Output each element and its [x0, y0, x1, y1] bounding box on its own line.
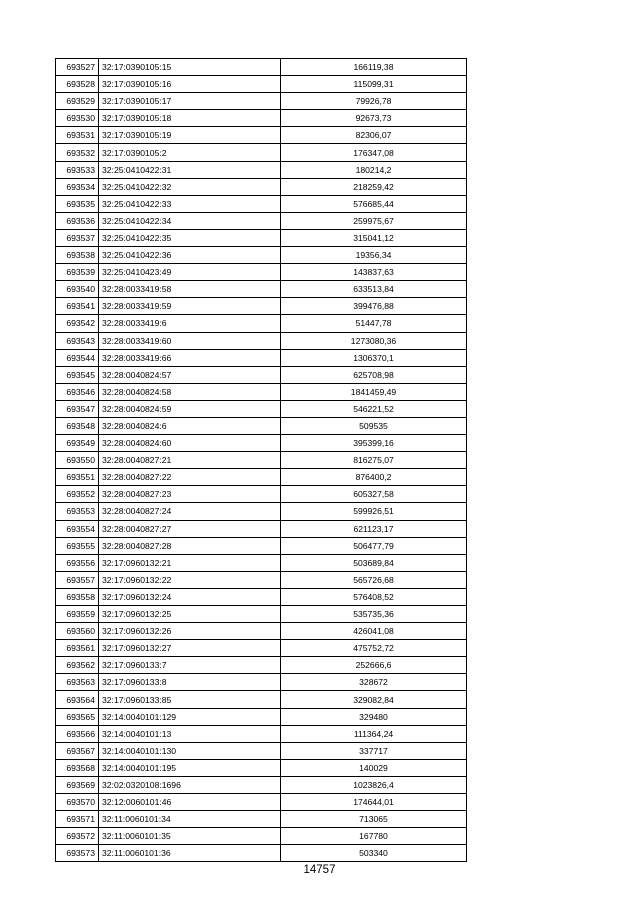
value-cell: 329082,84 [281, 691, 467, 708]
record-id-cell: 693573 [56, 845, 99, 862]
cadastral-number-cell: 32:17:0960132:25 [99, 606, 281, 623]
table-row [56, 469, 467, 486]
table-row [56, 725, 467, 742]
table-row [56, 229, 467, 246]
value-cell: 1306370,1 [281, 349, 467, 366]
table-row [56, 435, 467, 452]
value-cell: 625708,98 [281, 366, 467, 383]
record-id-cell: 693554 [56, 520, 99, 537]
value-cell: 816275,07 [281, 452, 467, 469]
value-cell: 166119,38 [281, 59, 467, 76]
cadastral-number-cell: 32:17:0390105:19 [99, 127, 281, 144]
cadastral-number-cell: 32:11:0060101:34 [99, 811, 281, 828]
cadastral-number-cell: 32:17:0390105:17 [99, 93, 281, 110]
table-row [56, 127, 467, 144]
table-row [56, 281, 467, 298]
table-row [56, 195, 467, 212]
value-cell: 576408,52 [281, 588, 467, 605]
table-row [56, 794, 467, 811]
value-cell: 252666,6 [281, 657, 467, 674]
table-row [56, 178, 467, 195]
record-id-cell: 693546 [56, 383, 99, 400]
cadastral-number-cell: 32:17:0960132:27 [99, 640, 281, 657]
cadastral-number-cell: 32:14:0040101:195 [99, 759, 281, 776]
table-row [56, 554, 467, 571]
record-id-cell: 693545 [56, 366, 99, 383]
value-cell: 218259,42 [281, 178, 467, 195]
table-row [56, 366, 467, 383]
record-id-cell: 693565 [56, 708, 99, 725]
record-id-cell: 693560 [56, 623, 99, 640]
cadastral-number-cell: 32:28:0033419:58 [99, 281, 281, 298]
cadastral-number-cell: 32:28:0040827:23 [99, 486, 281, 503]
record-id-cell: 693571 [56, 811, 99, 828]
record-id-cell: 693533 [56, 161, 99, 178]
cadastral-number-cell: 32:14:0040101:130 [99, 742, 281, 759]
value-cell: 111364,24 [281, 725, 467, 742]
value-cell: 140029 [281, 759, 467, 776]
cadastral-number-cell: 32:14:0040101:129 [99, 708, 281, 725]
value-cell: 180214,2 [281, 161, 467, 178]
cadastral-number-cell: 32:28:0040824:58 [99, 383, 281, 400]
value-cell: 509535 [281, 417, 467, 434]
record-id-cell: 693572 [56, 828, 99, 845]
value-cell: 79926,78 [281, 93, 467, 110]
table-row [56, 59, 467, 76]
record-id-cell: 693552 [56, 486, 99, 503]
table-row [56, 657, 467, 674]
value-cell: 621123,17 [281, 520, 467, 537]
value-cell: 1023826,4 [281, 776, 467, 793]
cadastral-number-cell: 32:28:0033419:60 [99, 332, 281, 349]
record-id-cell: 693562 [56, 657, 99, 674]
table-row [56, 212, 467, 229]
record-id-cell: 693557 [56, 571, 99, 588]
cadastral-number-cell: 32:25:0410422:34 [99, 212, 281, 229]
record-id-cell: 693547 [56, 400, 99, 417]
record-id-cell: 693553 [56, 503, 99, 520]
table-row [56, 452, 467, 469]
registry-table-body [56, 59, 467, 862]
record-id-cell: 693570 [56, 794, 99, 811]
table-row [56, 315, 467, 332]
record-id-cell: 693550 [56, 452, 99, 469]
value-cell: 395399,16 [281, 435, 467, 452]
cadastral-number-cell: 32:12:0060101:46 [99, 794, 281, 811]
record-id-cell: 693548 [56, 417, 99, 434]
cadastral-number-cell: 32:17:0960132:24 [99, 588, 281, 605]
record-id-cell: 693541 [56, 298, 99, 315]
table-row [56, 298, 467, 315]
table-row [56, 828, 467, 845]
table-row [56, 383, 467, 400]
table-row [56, 776, 467, 793]
registry-table [55, 58, 467, 862]
record-id-cell: 693567 [56, 742, 99, 759]
cadastral-number-cell: 32:17:0960133:85 [99, 691, 281, 708]
value-cell: 876400,2 [281, 469, 467, 486]
table-row [56, 759, 467, 776]
record-id-cell: 693536 [56, 212, 99, 229]
value-cell: 503340 [281, 845, 467, 862]
value-cell: 546221,52 [281, 400, 467, 417]
cadastral-number-cell: 32:25:0410422:31 [99, 161, 281, 178]
cadastral-number-cell: 32:17:0960132:26 [99, 623, 281, 640]
table-row [56, 332, 467, 349]
value-cell: 713065 [281, 811, 467, 828]
value-cell: 1273080,36 [281, 332, 467, 349]
cadastral-number-cell: 32:28:0040827:28 [99, 537, 281, 554]
value-cell: 337717 [281, 742, 467, 759]
record-id-cell: 693540 [56, 281, 99, 298]
record-id-cell: 693559 [56, 606, 99, 623]
table-row [56, 571, 467, 588]
record-id-cell: 693539 [56, 264, 99, 281]
table-row [56, 76, 467, 93]
table-row [56, 144, 467, 161]
table-row [56, 110, 467, 127]
cadastral-number-cell: 32:25:0410422:36 [99, 247, 281, 264]
cadastral-number-cell: 32:17:0390105:18 [99, 110, 281, 127]
record-id-cell: 693568 [56, 759, 99, 776]
value-cell: 328672 [281, 674, 467, 691]
cadastral-number-cell: 32:17:0390105:2 [99, 144, 281, 161]
table-row [56, 247, 467, 264]
cadastral-number-cell: 32:17:0390105:15 [99, 59, 281, 76]
cadastral-number-cell: 32:28:0033419:59 [99, 298, 281, 315]
table-row [56, 588, 467, 605]
record-id-cell: 693549 [56, 435, 99, 452]
table-row [56, 264, 467, 281]
table-row [56, 486, 467, 503]
cadastral-number-cell: 32:28:0040824:60 [99, 435, 281, 452]
record-id-cell: 693551 [56, 469, 99, 486]
table-row [56, 606, 467, 623]
value-cell: 259975,67 [281, 212, 467, 229]
page-number: 14757 [303, 864, 336, 876]
record-id-cell: 693556 [56, 554, 99, 571]
cadastral-number-cell: 32:11:0060101:36 [99, 845, 281, 862]
record-id-cell: 693528 [56, 76, 99, 93]
table-row [56, 691, 467, 708]
cadastral-number-cell: 32:17:0960132:22 [99, 571, 281, 588]
table-row [56, 623, 467, 640]
value-cell: 535735,36 [281, 606, 467, 623]
cadastral-number-cell: 32:28:0040824:57 [99, 366, 281, 383]
cadastral-number-cell: 32:17:0960133:7 [99, 657, 281, 674]
table-row [56, 93, 467, 110]
value-cell: 315041,12 [281, 229, 467, 246]
cadastral-number-cell: 32:25:0410422:35 [99, 229, 281, 246]
record-id-cell: 693563 [56, 674, 99, 691]
table-row [56, 400, 467, 417]
cadastral-number-cell: 32:17:0390105:16 [99, 76, 281, 93]
cadastral-number-cell: 32:25:0410423:49 [99, 264, 281, 281]
table-row [56, 520, 467, 537]
record-id-cell: 693558 [56, 588, 99, 605]
record-id-cell: 693529 [56, 93, 99, 110]
record-id-cell: 693555 [56, 537, 99, 554]
cadastral-number-cell: 32:28:0033419:6 [99, 315, 281, 332]
record-id-cell: 693535 [56, 195, 99, 212]
record-id-cell: 693532 [56, 144, 99, 161]
record-id-cell: 693542 [56, 315, 99, 332]
record-id-cell: 693534 [56, 178, 99, 195]
value-cell: 399476,88 [281, 298, 467, 315]
cadastral-number-cell: 32:11:0060101:35 [99, 828, 281, 845]
table-row [56, 349, 467, 366]
table-row [56, 417, 467, 434]
value-cell: 506477,79 [281, 537, 467, 554]
value-cell: 174644,01 [281, 794, 467, 811]
value-cell: 51447,78 [281, 315, 467, 332]
cadastral-number-cell: 32:02:0320108:1696 [99, 776, 281, 793]
table-row [56, 708, 467, 725]
cadastral-number-cell: 32:28:0040827:27 [99, 520, 281, 537]
value-cell: 176347,08 [281, 144, 467, 161]
record-id-cell: 693566 [56, 725, 99, 742]
value-cell: 565726,68 [281, 571, 467, 588]
table-row [56, 845, 467, 862]
value-cell: 82306,07 [281, 127, 467, 144]
value-cell: 576685,44 [281, 195, 467, 212]
value-cell: 426041,08 [281, 623, 467, 640]
record-id-cell: 693564 [56, 691, 99, 708]
table-row [56, 537, 467, 554]
record-id-cell: 693569 [56, 776, 99, 793]
table-row [56, 503, 467, 520]
record-id-cell: 693538 [56, 247, 99, 264]
value-cell: 167780 [281, 828, 467, 845]
value-cell: 1841459,49 [281, 383, 467, 400]
value-cell: 143837,63 [281, 264, 467, 281]
cadastral-number-cell: 32:17:0960133:8 [99, 674, 281, 691]
cadastral-number-cell: 32:28:0033419:66 [99, 349, 281, 366]
record-id-cell: 693530 [56, 110, 99, 127]
table-row [56, 742, 467, 759]
cadastral-number-cell: 32:28:0040824:59 [99, 400, 281, 417]
table-row [56, 811, 467, 828]
cadastral-number-cell: 32:25:0410422:33 [99, 195, 281, 212]
value-cell: 503689,84 [281, 554, 467, 571]
record-id-cell: 693527 [56, 59, 99, 76]
value-cell: 19356,34 [281, 247, 467, 264]
cadastral-number-cell: 32:28:0040827:24 [99, 503, 281, 520]
cadastral-number-cell: 32:28:0040824:6 [99, 417, 281, 434]
value-cell: 633513,84 [281, 281, 467, 298]
table-row [56, 674, 467, 691]
cadastral-number-cell: 32:17:0960132:21 [99, 554, 281, 571]
cadastral-number-cell: 32:28:0040827:21 [99, 452, 281, 469]
record-id-cell: 693537 [56, 229, 99, 246]
record-id-cell: 693544 [56, 349, 99, 366]
value-cell: 599926,51 [281, 503, 467, 520]
cadastral-number-cell: 32:14:0040101:13 [99, 725, 281, 742]
record-id-cell: 693561 [56, 640, 99, 657]
table-row [56, 640, 467, 657]
value-cell: 92673,73 [281, 110, 467, 127]
value-cell: 115099,31 [281, 76, 467, 93]
table-row [56, 161, 467, 178]
cadastral-number-cell: 32:25:0410422:32 [99, 178, 281, 195]
value-cell: 329480 [281, 708, 467, 725]
value-cell: 605327,58 [281, 486, 467, 503]
value-cell: 475752,72 [281, 640, 467, 657]
record-id-cell: 693543 [56, 332, 99, 349]
record-id-cell: 693531 [56, 127, 99, 144]
cadastral-number-cell: 32:28:0040827:22 [99, 469, 281, 486]
